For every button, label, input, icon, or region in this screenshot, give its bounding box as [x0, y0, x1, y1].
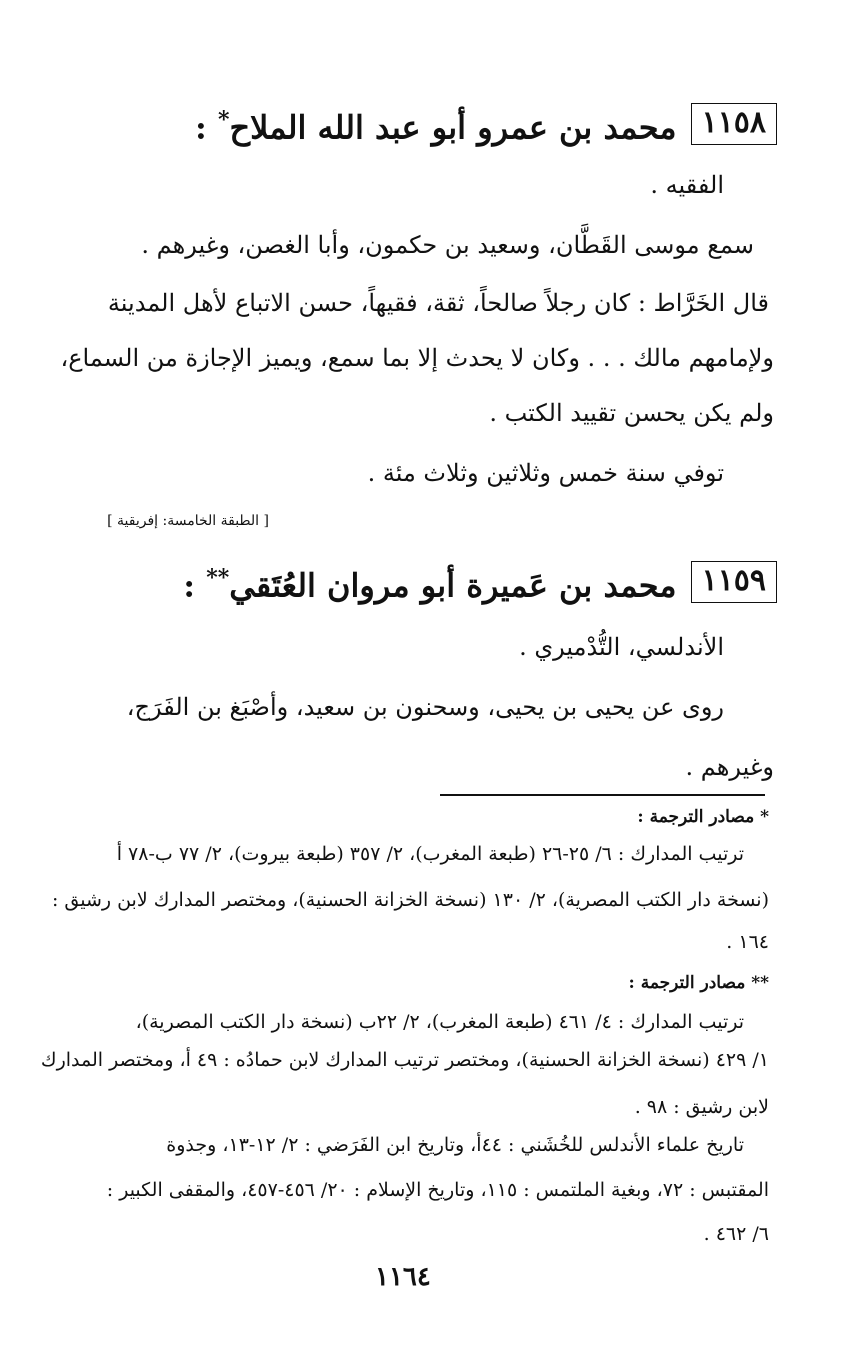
tabaqa-label: [ الطبقة الخامسة: إفريقية ] — [107, 513, 269, 529]
footnote-line: المقتبس : ٧٢، وبغية الملتمس : ١١٥، وتاريخ الإسلام : ٢٠/ ٤٥٦-٤٥٧، والمقفى الكبير : — [106, 1179, 769, 1201]
footnote-marker: * — [217, 107, 230, 133]
entry-number-box: ١١٥٩ — [691, 561, 777, 603]
entry-line: توفي سنة خمس وثلاثين وثلاث مئة . — [367, 459, 724, 487]
entry-line: سمع موسى القَطَّان، وسعيد بن حكمون، وأبا الغصن، وغيرهم . — [141, 231, 754, 259]
footnote-heading: ** مصادر الترجمة : — [628, 973, 769, 993]
footnote-line: تاريخ علماء الأندلس للخُشَني : ٤٤أ، وتاريخ ابن الفَرَضي : ٢/ ١٢-١٣، وجذوة — [166, 1134, 744, 1156]
entry-line: روى عن يحيى بن يحيى، وسحنون بن سعيد، وأصْبَغ بن الفَرَج، — [126, 693, 724, 721]
footnote-line: ٦/ ٤٦٢ . — [703, 1223, 769, 1245]
footnote-line: ترتيب المدارك : ٦/ ٢٥-٢٦ (طبعة المغرب)، ٢/ ٣٥٧ (طبعة بيروت)، ٢/ ٧٧ ب-٧٨ أ — [116, 843, 744, 865]
footnote-separator — [440, 794, 765, 796]
entry-line: الفقيه . — [650, 171, 724, 199]
footnote-line: ترتيب المدارك : ٤/ ٤٦١ (طبعة المغرب)، ٢/ ٢٢ب (نسخة دار الكتب المصرية)، — [135, 1011, 744, 1033]
footnote-marker: ** — [206, 565, 230, 591]
entry-line: الأندلسي، التُّدْميري . — [519, 633, 724, 661]
entry-title: محمد بن عمرو أبو عبد الله الملاح* : — [195, 107, 677, 147]
footnote-line: ١/ ٤٢٩ (نسخة الخزانة الحسنية)، ومختصر ترتيب المدارك لابن حمادُه : ٤٩ أ، ومختصر المدارك — [40, 1049, 769, 1071]
entry-line: ولإمامهم مالك . . . وكان لا يحدث إلا بما سمع، ويميز الإجازة من السماع، — [60, 344, 774, 372]
entry-heading-1158 — [195, 100, 777, 148]
footnote-line: لابن رشيق : ٩٨ . — [634, 1096, 769, 1118]
entry-line: وغيرهم . — [685, 753, 774, 781]
entry-heading-1159 — [183, 558, 777, 606]
entry-title: محمد بن عَميرة أبو مروان العُتَقي** : — [183, 565, 677, 605]
entry-number-box: ١١٥٨ — [691, 103, 777, 145]
footnote-line: (نسخة دار الكتب المصرية)، ٢/ ١٣٠ (نسخة الخزانة الحسنية)، ومختصر المدارك لابن رشيق : — [51, 889, 769, 911]
footnote-line: ١٦٤ . — [726, 931, 769, 953]
page-number: ١١٦٤ — [375, 1262, 431, 1292]
entry-line: قال الخَرَّاط : كان رجلاً صالحاً، ثقة، فقيهاً، حسن الاتباع لأهل المدينة — [107, 289, 769, 317]
footnote-heading: * مصادر الترجمة : — [637, 807, 769, 827]
entry-line: ولم يكن يحسن تقييد الكتب . — [489, 399, 774, 427]
